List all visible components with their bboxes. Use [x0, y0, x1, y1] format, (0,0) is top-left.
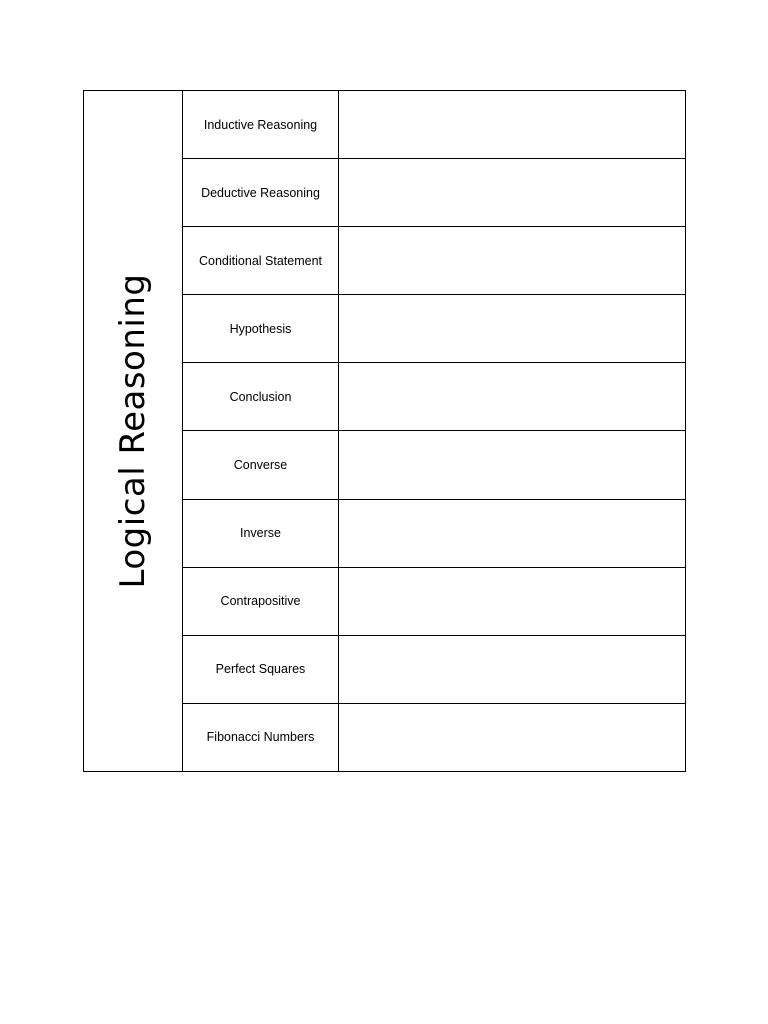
worksheet-title: Logical Reasoning — [113, 273, 153, 589]
term-label: Perfect Squares — [183, 636, 339, 703]
table-row — [183, 500, 685, 568]
term-label: Inductive Reasoning — [183, 91, 339, 158]
definition-cell[interactable] — [339, 704, 685, 771]
definition-cell[interactable] — [339, 636, 685, 703]
term-rows — [183, 91, 685, 771]
table-row — [183, 91, 685, 159]
definition-cell[interactable] — [339, 568, 685, 635]
table-row — [183, 227, 685, 295]
definition-cell[interactable] — [339, 363, 685, 430]
table-row — [183, 295, 685, 363]
term-label: Conclusion — [183, 363, 339, 430]
term-label: Hypothesis — [183, 295, 339, 362]
definition-cell[interactable] — [339, 159, 685, 226]
definition-cell[interactable] — [339, 91, 685, 158]
vocabulary-table — [83, 90, 686, 772]
definition-cell[interactable] — [339, 500, 685, 567]
definition-cell[interactable] — [339, 295, 685, 362]
term-label: Conditional Statement — [183, 227, 339, 294]
term-label: Deductive Reasoning — [183, 159, 339, 226]
term-label: Fibonacci Numbers — [183, 704, 339, 771]
term-label: Inverse — [183, 500, 339, 567]
table-row — [183, 568, 685, 636]
term-label: Converse — [183, 431, 339, 498]
definition-cell[interactable] — [339, 227, 685, 294]
definition-cell[interactable] — [339, 431, 685, 498]
title-column — [84, 91, 183, 771]
table-row — [183, 636, 685, 704]
term-label: Contrapositive — [183, 568, 339, 635]
table-row — [183, 159, 685, 227]
table-row — [183, 704, 685, 771]
table-row — [183, 431, 685, 499]
table-row — [183, 363, 685, 431]
